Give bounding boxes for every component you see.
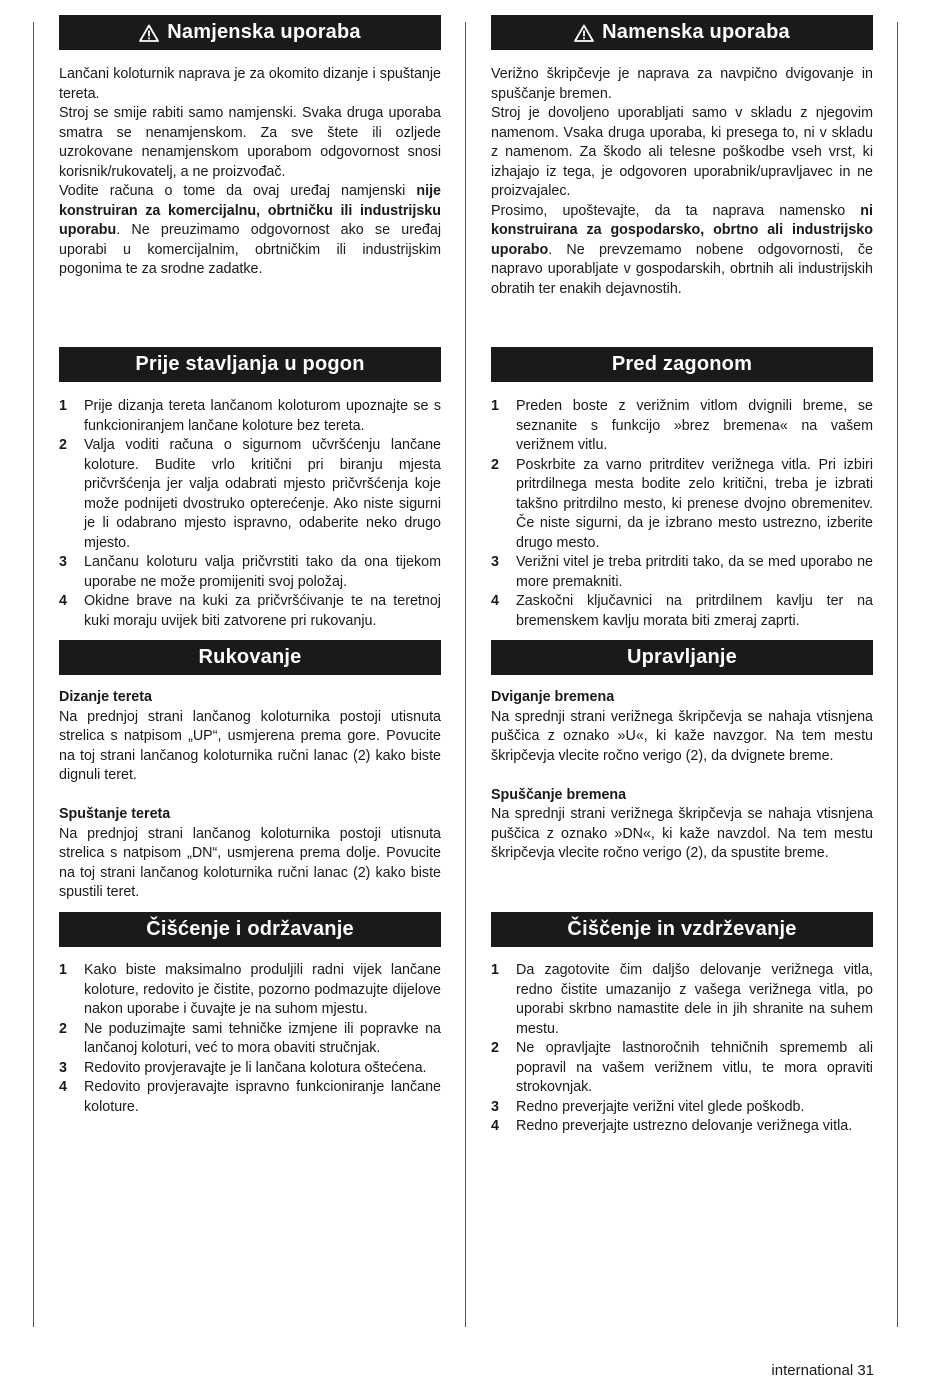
list-item: 4 Okidne brave na kuki za pričvršćivanje te na teretnoj kuki moraju uvijek biti zatvorene pri rukovanju. xyxy=(59,593,441,629)
paragraph: Na prednjoj strani lančanog koloturnika postoji utisnuta strelica s natpisom „DN“, usmjerena prema dolje. Povucite na toj strani lančanog koloturnika ručni lanac (2) kako biste spustili teret. xyxy=(59,825,441,900)
left-heading-intended-use xyxy=(59,15,441,50)
heading-text: Pred zagonom xyxy=(611,353,753,375)
list-item: 4 Redovito provjeravajte ispravno funkcioniranje lančane koloture. xyxy=(59,1079,441,1115)
list-item: 3 Redovito provjeravajte je li lančana kolotura oštećena. xyxy=(59,1059,427,1076)
list-item: 2 Poskrbite za varno pritrditev verižnega vitla. Pri izbiri pritrdilnega mesta bodite zelo kritični, treba je izbrati takšno pritrdilno mesto, ki prenese dvojno obremenitev. Če niste sigurni, da je izbrano mesto ustrezno, izberite drugo mesto. xyxy=(491,456,873,551)
heading-text: Čiščenje in vzdrževanje xyxy=(567,918,797,940)
list-item: 2 Ne poduzimajte sami tehničke izmjene ili popravke na lančanoj koloturi, već to mora obaviti stručnjak. xyxy=(59,1020,441,1056)
heading-text: Namenska uporaba xyxy=(602,21,790,43)
left-before-use-list xyxy=(59,397,441,631)
paragraph: Verižno škripčevje je naprava za navpično dvigovanje in spuščanje bremen. xyxy=(491,66,873,102)
right-before-use-list xyxy=(491,397,873,631)
list-item: 3 Verižni vitel je treba pritrditi tako, da se med uporabo ne more premakniti. xyxy=(491,554,873,590)
list-item: 4 Zaskočni ključavnici na pritrdilnem kavlju ter na bremenskem kavlju morata biti zmeraj zaprti. xyxy=(491,593,873,629)
left-heading-operation xyxy=(59,640,441,675)
paragraph: Lančani koloturnik naprava je za okomito dizanje i spuštanje tereta. xyxy=(59,66,441,102)
paragraph: Prosimo, upoštevajte, da ta naprava namensko ni konstruirana za gospodarsko, obrtno ali industrijsko uporabo. Ne prevzemamo nobene odgovornosti, če napravo uporabljate v gospodarskih, obrtnih ali industrijskih obratih ter enakih dejavnostih. xyxy=(491,202,873,297)
heading-text: Rukovanje xyxy=(198,646,302,668)
right-margin-rule xyxy=(897,22,898,1327)
bold-text: nije konstruiran za komercijalnu, obrtničku ili industrijsku uporabu xyxy=(59,183,441,238)
left-intended-use-body xyxy=(59,65,441,280)
heading-text: Upravljanje xyxy=(626,646,738,668)
subheading: Spuščanje bremena xyxy=(491,786,627,803)
heading-text: Čišćenje i održavanje xyxy=(146,918,354,940)
paragraph: Vodite računa o tome da ovaj uređaj namjenski nije konstruiran za komercijalnu, obrtničku ili industrijsku uporabu. Ne preuzimamo odgovornost ako se uređaj uporabi u komercijalnim, obrtničkim ili industrijskim pogonima te za srodne zadatke. xyxy=(59,183,441,277)
paragraph: Na prednjoj strani lančanog koloturnika postoji utisnuta strelica s natpisom „UP“, usmjerena prema gore. Povucite na toj strani lančanog koloturnika ručni lanac (2) kako biste dignuli teret. xyxy=(59,708,441,783)
subheading: Spuštanje tereta xyxy=(59,806,171,822)
right-cleaning-list xyxy=(491,961,873,1137)
right-heading-operation xyxy=(491,640,873,675)
paragraph: Stroj se smije rabiti samo namjenski. Svaka druga uporaba smatra se nenamjenskom. Za sve štete ili ozljede uzrokovane nenamjenskom uporabom odgovornost snosi korisnik/rukovatelj, a ne proizvođač. xyxy=(59,105,441,180)
heading-text: Prije stavljanja u pogon xyxy=(135,353,365,375)
right-intended-use-body xyxy=(491,65,873,299)
left-heading-before-use xyxy=(59,347,441,382)
list-item: 2 Valja voditi računa o sigurnom učvršćenju lančane koloture. Budite vrlo kritični pri biranju mjesta pričvršćenja jer valja odabrati mjesto pričvršćenja koje može podnijeti dvostruko opterećenje. Ako niste sigurni je li odabrano mjesto ispravno, odaberite neko drugo mjesto. xyxy=(59,437,441,551)
right-heading-before-use xyxy=(491,347,873,382)
warning-icon xyxy=(139,24,159,42)
bold-text: ni konstruirana za gospodarsko, obrtno ali industrijsko uporabo xyxy=(491,202,873,258)
list-item: 4 Redno preverjajte ustrezno delovanje verižnega vitla. xyxy=(491,1118,853,1134)
list-item: 1 Preden boste z verižnim vitlom dvignili breme, se seznanite s funkcijo »brez bremena« na vašem verižnem vitlu. xyxy=(491,398,873,453)
paragraph: Stroj je dovoljeno uporabljati samo v skladu z njegovim namenom. Vsaka druga uporaba, ki presega to, ni v skladu z namenom. Za škodo ali telesne poškodbe vseh vrst, ki izhajajo iz tega, je odgovoren uporabnik/upravljavec in ne proizvajalec. xyxy=(491,105,873,199)
paragraph: Na sprednji strani verižnega škripčevja se nahaja vtisnjena puščica z oznako »U«, ki kaže navzgor. Na tem mestu škripčevja vlecite ročno verigo (2), da dvignete breme. xyxy=(491,708,873,764)
list-item: 1 Kako biste maksimalno produljili radni vijek lančane koloture, redovito je čistite, pozorno podmazujte dijelove nakon uporabe i čuvajte je na suhom mjestu. xyxy=(59,962,441,1017)
list-item: 2 Ne opravljajte lastnoročnih tehničnih sprememb ali popravil na vašem verižnem vitlu, te mora opraviti strokovnjak. xyxy=(491,1040,873,1095)
right-operation-body xyxy=(491,688,873,864)
left-operation-body xyxy=(59,688,441,903)
warning-icon xyxy=(574,24,594,42)
right-heading-intended-use xyxy=(491,15,873,50)
left-heading-cleaning xyxy=(59,912,441,947)
page-footer: international 31 xyxy=(771,1362,874,1379)
subheading: Dviganje bremena xyxy=(491,689,615,705)
list-item: 1 Prije dizanja tereta lančanom koloturom upoznajte se s funkcioniranjem lančane koloture bez tereta. xyxy=(59,398,441,434)
subheading: Dizanje tereta xyxy=(59,689,152,705)
left-margin-rule xyxy=(33,22,34,1327)
list-item: 1 Da zagotovite čim daljšo delovanje verižnega vitla, redno čistite umazanijo z vašega verižnega vitla, po uporabi skrbno namastite dele in jih shranite na suhem mestu. xyxy=(491,962,873,1037)
list-item: 3 Redno preverjajte verižni vitel glede poškodb. xyxy=(491,1098,805,1115)
center-rule xyxy=(465,22,466,1327)
list-item: 3 Lančanu koloturu valja pričvrstiti tako da ona tijekom uporabe ne može promijeniti svoj položaj. xyxy=(59,554,441,590)
paragraph: Na sprednji strani verižnega škripčevja se nahaja vtisnjena puščica z oznako »DN«, ki kaže navzdol. Na tem mestu škripčevja vlecite ročno verigo (2), da spustite breme. xyxy=(491,806,873,861)
right-heading-cleaning xyxy=(491,912,873,947)
left-cleaning-list xyxy=(59,961,441,1117)
heading-text: Namjenska uporaba xyxy=(167,21,361,43)
